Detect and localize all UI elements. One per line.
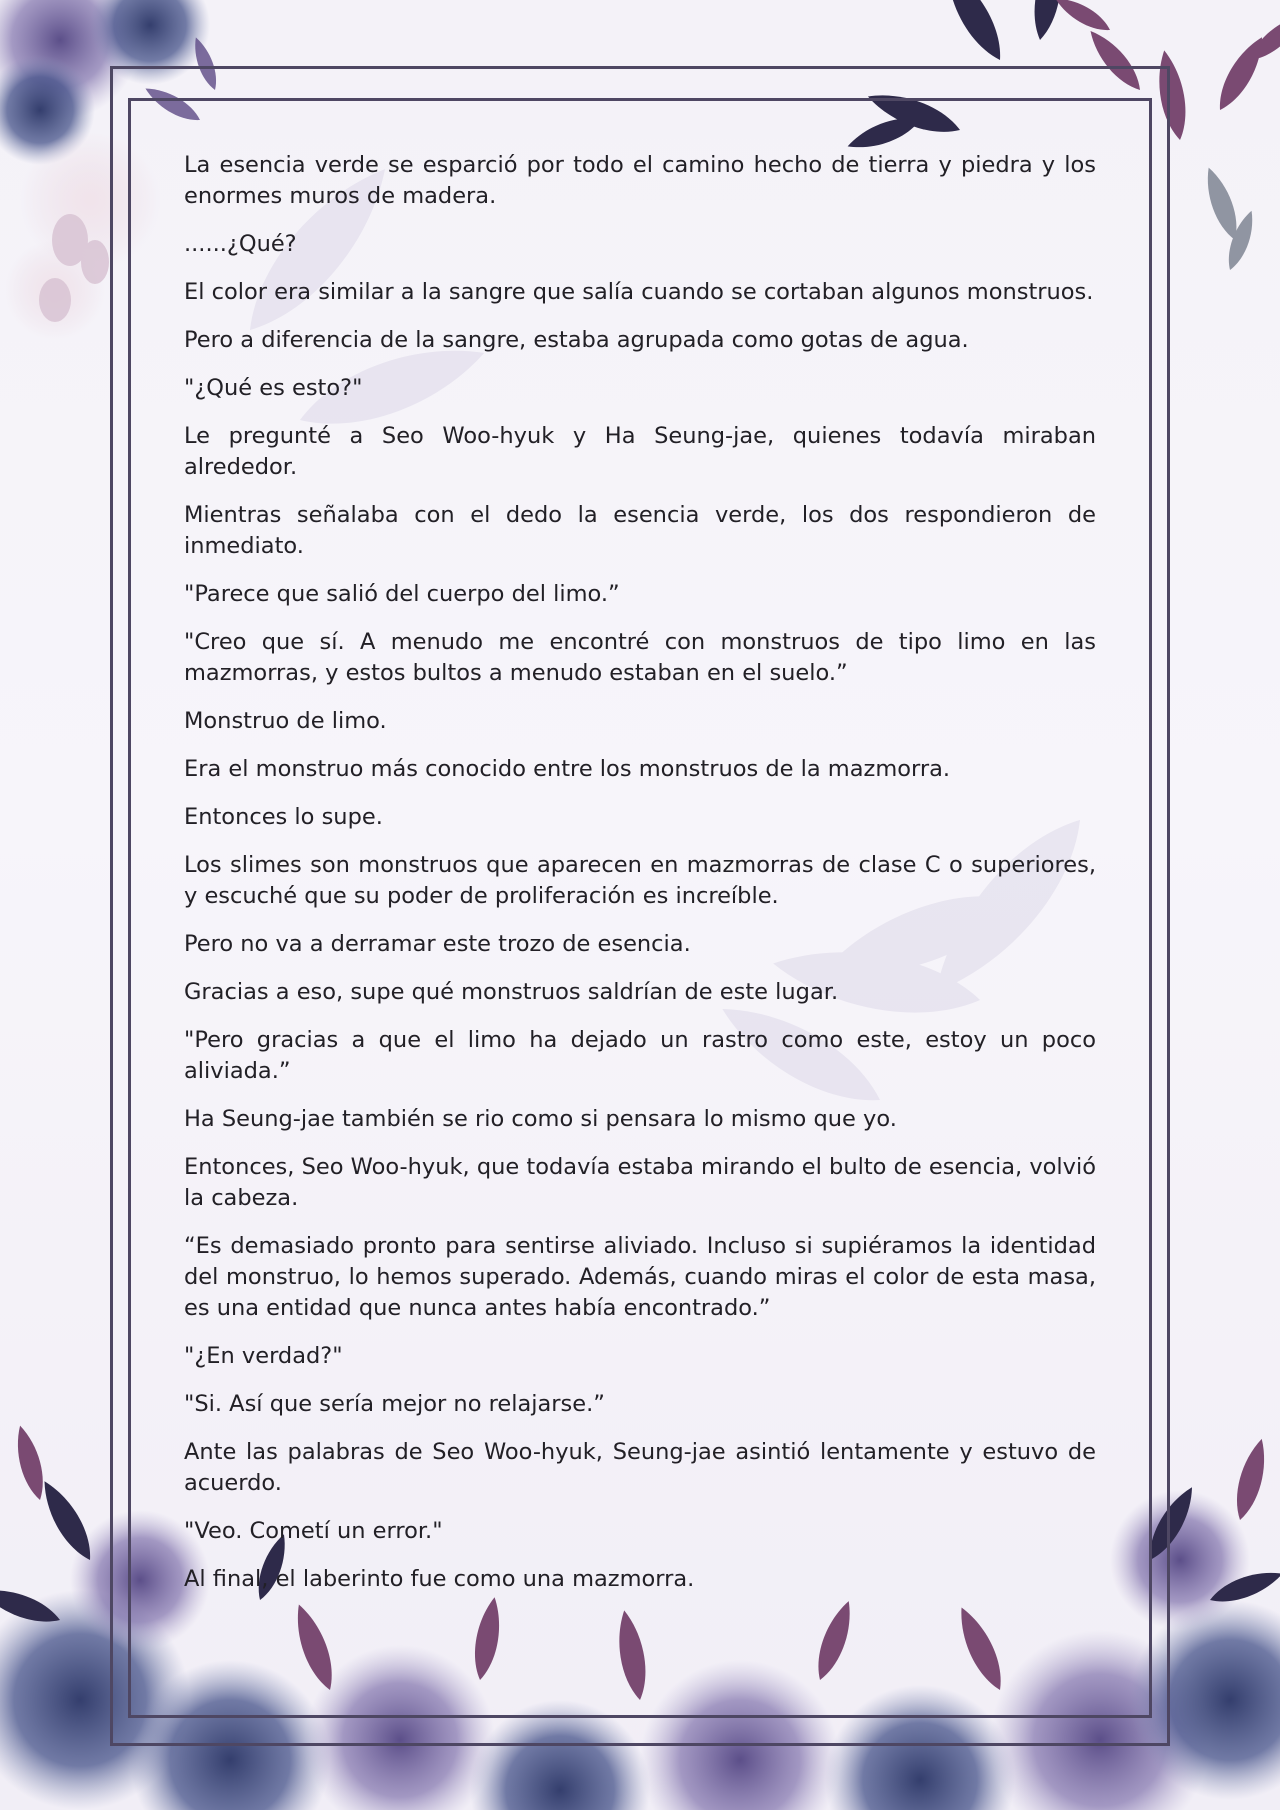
paragraph: Era el monstruo más conocido entre los monstruos de la mazmorra. — [184, 756, 951, 782]
paragraph: "Veo. Cometí un error." — [184, 1518, 443, 1544]
paragraph: "Pero gracias a que el limo ha dejado un rastro como este, estoy un poco aliviada.” — [184, 1027, 1096, 1084]
paragraph: Mientras señalaba con el dedo la esencia verde, los dos respondieron de inmediato. — [184, 502, 1096, 559]
paragraph: Pero no va a derramar este trozo de esencia. — [184, 931, 691, 957]
document-body — [184, 150, 1096, 1612]
paragraph: El color era similar a la sangre que salía cuando se cortaban algunos monstruos. — [184, 279, 1094, 305]
paragraph: La esencia verde se esparció por todo el camino hecho de tierra y piedra y los enormes muros de madera. — [184, 152, 1096, 209]
paragraph: Le pregunté a Seo Woo-hyuk y Ha Seung-jae, quienes todavía miraban alrededor. — [184, 423, 1096, 480]
paragraph: "Creo que sí. A menudo me encontré con monstruos de tipo limo en las mazmorras, y estos bultos a menudo estaban en el suelo.” — [184, 629, 1096, 686]
paragraph: Al final, el laberinto fue como una mazmorra. — [184, 1566, 695, 1592]
paragraph: "Si. Así que sería mejor no relajarse.” — [184, 1391, 605, 1417]
paragraph: "¿Qué es esto?" — [184, 375, 363, 401]
paragraph: Ante las palabras de Seo Woo-hyuk, Seung-jae asintió lentamente y estuvo de acuerdo. — [184, 1439, 1096, 1496]
paragraph: "¿En verdad?" — [184, 1343, 343, 1369]
paragraph: Ha Seung-jae también se rio como si pensara lo mismo que yo. — [184, 1106, 897, 1132]
paragraph: “Es demasiado pronto para sentirse aliviado. Incluso si supiéramos la identidad del monstruo, lo hemos superado. Además, cuando miras el color de esta masa, es una entidad que nunca antes había encontrado.” — [184, 1233, 1096, 1321]
paragraph: ......¿Qué? — [184, 231, 297, 257]
paragraph: Entonces lo supe. — [184, 804, 383, 830]
paragraph: "Parece que salió del cuerpo del limo.” — [184, 581, 620, 607]
paragraph: Pero a diferencia de la sangre, estaba agrupada como gotas de agua. — [184, 327, 969, 353]
paragraph: Monstruo de limo. — [184, 708, 387, 734]
paragraph: Los slimes son monstruos que aparecen en mazmorras de clase C o superiores, y escuché que su poder de proliferación es increíble. — [184, 852, 1096, 909]
paragraph: Entonces, Seo Woo-hyuk, que todavía estaba mirando el bulto de esencia, volvió la cabeza. — [184, 1154, 1096, 1211]
paragraph: Gracias a eso, supe qué monstruos saldrían de este lugar. — [184, 979, 839, 1005]
